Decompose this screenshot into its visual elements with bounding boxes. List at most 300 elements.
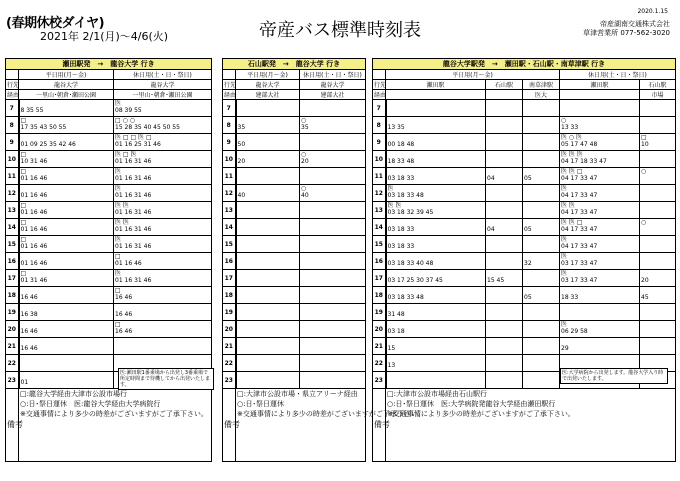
- hour-label: 7: [373, 100, 386, 117]
- weekday-cell: [19, 185, 114, 202]
- weekday-seta-cell: [386, 185, 486, 202]
- departure-minutes: 16 46: [20, 294, 38, 301]
- route-symbols: [388, 372, 485, 379]
- blank-corner: [373, 70, 386, 80]
- holiday-dest-ishiyama: 石山駅: [640, 80, 676, 90]
- route-title: 瀬田駅発 → 龍谷大学 行き: [6, 59, 212, 70]
- hour-label: 18: [373, 287, 386, 304]
- route-symbols: [561, 287, 638, 294]
- route-symbols: [388, 134, 485, 141]
- hour-row: [373, 338, 676, 355]
- weekday-ishiyama-cell: [486, 338, 523, 355]
- remarks-label: 備考: [6, 389, 19, 462]
- weekday-cell: [236, 321, 300, 338]
- hour-label: 23: [6, 372, 19, 389]
- weekday-ishiyama-cell: [486, 236, 523, 253]
- weekday-ishiyama-cell: [486, 321, 523, 338]
- route-symbols: □: [20, 219, 27, 226]
- departure-minutes: 01 16 31 46: [115, 226, 152, 233]
- hour-label: 16: [6, 253, 19, 270]
- route-symbols: [21, 304, 113, 311]
- holiday-seta-cell: [560, 287, 640, 304]
- route-symbols: [301, 338, 364, 345]
- holiday-cell: [114, 270, 212, 287]
- hour-row: [6, 236, 212, 253]
- holiday-ishiyama-cell: [640, 185, 676, 202]
- hour-row: [223, 321, 366, 338]
- remark-line: ※交通事情により多少の時差がございますがご了承下さい。: [20, 410, 208, 418]
- company-info: [583, 20, 670, 38]
- weekday-cell: [236, 117, 300, 134]
- route-symbols: [561, 355, 638, 362]
- departure-minutes: 01 16 31 46: [115, 192, 152, 199]
- hour-row: [223, 100, 366, 117]
- hour-row: [6, 100, 212, 117]
- route-symbols: ○: [301, 151, 307, 158]
- holiday-ishiyama-cell: [640, 270, 676, 287]
- route-symbols: [524, 168, 558, 175]
- route-symbols: [487, 219, 521, 226]
- hour-label: 19: [223, 304, 236, 321]
- holiday-cell: [300, 134, 366, 151]
- departure-minutes: 04 17 33 47: [561, 226, 598, 233]
- weekday-ishiyama-cell: [486, 100, 523, 117]
- route-symbols: 医 医: [115, 219, 129, 226]
- route-symbols: [301, 270, 364, 277]
- route-symbols: [238, 338, 299, 345]
- holiday-ishiyama-cell: [640, 151, 676, 168]
- weekday-minamikusatsu-cell: [523, 185, 560, 202]
- route-symbols: □ ○ ○: [115, 117, 135, 124]
- hour-label: 15: [6, 236, 19, 253]
- route-symbols: [301, 100, 364, 107]
- hour-label: 18: [6, 287, 19, 304]
- departure-minutes: 03 18 33: [387, 175, 415, 182]
- holiday-seta-cell: [560, 236, 640, 253]
- weekday-ishiyama-cell: [486, 151, 523, 168]
- route-symbols: □: [641, 134, 647, 141]
- route-symbols: [388, 151, 485, 158]
- hour-label: 22: [6, 355, 19, 372]
- departure-minutes: 40: [237, 192, 246, 199]
- route-symbols: [561, 100, 638, 107]
- holiday-dest: 龍谷大学: [114, 80, 212, 90]
- hour-label: 21: [373, 338, 386, 355]
- weekday-cell: [19, 287, 114, 304]
- weekday-minamikusatsu-cell: [523, 304, 560, 321]
- route-symbols: [238, 185, 299, 192]
- hour-label: 13: [6, 202, 19, 219]
- route-symbols: 医 医 □: [561, 168, 583, 175]
- hour-row: [6, 117, 212, 134]
- holiday-ishiyama-cell: [640, 100, 676, 117]
- dest-label: 行先: [373, 80, 386, 90]
- remarks-label: 備考: [223, 389, 236, 462]
- route-symbols: 医: [115, 168, 122, 175]
- route-symbols: [524, 304, 558, 311]
- route-symbols: [487, 168, 521, 175]
- route-symbols: [641, 338, 674, 345]
- route-symbols: [238, 304, 299, 311]
- hour-label: 12: [223, 185, 236, 202]
- hour-row: [223, 219, 366, 236]
- weekday-seta-cell: [386, 100, 486, 117]
- hour-row: [6, 304, 212, 321]
- hour-row: [223, 236, 366, 253]
- weekday-cell: [236, 355, 300, 372]
- departure-minutes: 03 17 33 47: [561, 260, 598, 267]
- holiday-seta-cell: [560, 219, 640, 236]
- departure-minutes: 04: [487, 175, 495, 182]
- route-symbols: 医: [387, 185, 394, 192]
- hour-label: 18: [223, 287, 236, 304]
- weekday-cell: [19, 355, 114, 372]
- route-symbols: [487, 321, 521, 328]
- weekday-ishiyama-cell: [486, 253, 523, 270]
- route-symbols: [561, 304, 638, 311]
- holiday-cell: [114, 134, 212, 151]
- hour-row: [223, 338, 366, 355]
- route-symbols: 医 医: [561, 202, 575, 209]
- route-symbols: [524, 219, 558, 226]
- departure-minutes: 16 38: [20, 311, 38, 318]
- weekday-seta-cell: [386, 253, 486, 270]
- weekday-minamikusatsu-cell: [523, 168, 560, 185]
- via-label: 経由: [6, 90, 19, 100]
- season-label: (春期休校ダイヤ): [6, 16, 105, 31]
- departure-minutes: 03 18 33: [387, 226, 415, 233]
- hour-row: [373, 185, 676, 202]
- holiday-dest: 龍谷大学: [300, 80, 366, 90]
- period-label: 2021年 2/1(月)～4/6(火): [40, 30, 169, 43]
- route-symbols: [524, 134, 558, 141]
- departure-minutes: 01 16 46: [20, 209, 48, 216]
- hour-label: 14: [373, 219, 386, 236]
- route-symbols: [301, 219, 364, 226]
- route-symbols: [238, 151, 299, 158]
- weekday-cell: [19, 236, 114, 253]
- remarks: [19, 389, 212, 462]
- route-symbols: ○: [641, 168, 647, 175]
- weekday-dest-ishiyama: 石山駅: [486, 80, 523, 90]
- route-symbols: [21, 321, 113, 328]
- departure-minutes: 04 17 33 47: [561, 175, 598, 182]
- hour-row: [6, 134, 212, 151]
- departure-minutes: 03 17 33 47: [561, 277, 598, 284]
- hour-label: 19: [6, 304, 19, 321]
- holiday-cell: [300, 338, 366, 355]
- route-symbols: [21, 100, 113, 107]
- route-symbols: [388, 253, 485, 260]
- holiday-ishiyama-cell: [640, 202, 676, 219]
- route-symbols: [641, 253, 674, 260]
- weekday-label: 平日用(月～金): [19, 70, 114, 80]
- holiday-via-seta: [560, 90, 640, 100]
- departure-minutes: 31 48: [387, 311, 405, 318]
- holiday-cell: [114, 117, 212, 134]
- departure-minutes: 20: [301, 158, 309, 165]
- hour-row: [6, 287, 212, 304]
- route-symbols: [21, 338, 113, 345]
- hour-label: 13: [223, 202, 236, 219]
- weekday-ishiyama-cell: [486, 304, 523, 321]
- weekday-via-minamikusatsu: 医大: [523, 90, 560, 100]
- weekday-ishiyama-cell: [486, 355, 523, 372]
- weekday-cell: [19, 100, 114, 117]
- hour-row: [373, 253, 676, 270]
- hour-row: [223, 117, 366, 134]
- departure-minutes: 01 31 46: [20, 277, 48, 284]
- holiday-seta-cell: [560, 117, 640, 134]
- route-symbols: 医: [115, 270, 122, 277]
- weekday-cell: [19, 338, 114, 355]
- weekday-cell: [236, 168, 300, 185]
- departure-minutes: 01 16 31 46: [115, 209, 152, 216]
- route-symbols: [524, 287, 558, 294]
- weekday-seta-cell: [386, 134, 486, 151]
- hour-label: 21: [6, 338, 19, 355]
- route-symbols: [487, 117, 521, 124]
- weekday-via: 一里山･朝倉･瀬田公園: [19, 90, 114, 100]
- route-symbols: □: [20, 202, 27, 209]
- timetable-ryukoku-panel: [372, 58, 676, 462]
- route-symbols: [21, 185, 113, 192]
- weekday-label: 平日用(月～金): [236, 70, 300, 80]
- holiday-cell: [300, 253, 366, 270]
- weekday-ishiyama-cell: [486, 372, 523, 389]
- holiday-cell: [300, 321, 366, 338]
- route-symbols: [238, 117, 299, 124]
- route-symbols: [301, 287, 364, 294]
- hour-label: 16: [223, 253, 236, 270]
- departure-minutes: 00 18 48: [387, 141, 415, 148]
- holiday-ishiyama-cell: [640, 219, 676, 236]
- remark-line: □:大津市公設市場・県立アリーナ経由: [237, 390, 358, 398]
- route-symbols: [487, 100, 521, 107]
- route-symbols: [301, 372, 364, 379]
- weekday-cell: [236, 338, 300, 355]
- weekday-ishiyama-cell: [486, 202, 523, 219]
- route-symbols: [524, 236, 558, 243]
- departure-minutes: 15 28 35 40 45 50 55: [115, 124, 180, 131]
- route-symbols: [388, 338, 485, 345]
- dest-label: 行先: [6, 80, 19, 90]
- route-symbols: ○: [301, 185, 307, 192]
- departure-minutes: 01 16 46: [20, 175, 48, 182]
- holiday-seta-cell: [560, 338, 640, 355]
- weekday-cell: [236, 236, 300, 253]
- route-symbols: [238, 219, 299, 226]
- holiday-seta-cell: [560, 304, 640, 321]
- holiday-cell: [300, 304, 366, 321]
- hour-row: [223, 304, 366, 321]
- route-symbols: [487, 202, 521, 209]
- hour-row: [6, 151, 212, 168]
- hour-label: 22: [373, 355, 386, 372]
- departure-minutes: 35: [237, 124, 246, 131]
- hour-row: [223, 355, 366, 372]
- route-symbols: [524, 185, 558, 192]
- weekday-via: 建部大社: [236, 90, 300, 100]
- weekday-seta-cell: [386, 355, 486, 372]
- route-symbols: [487, 134, 521, 141]
- route-symbols: [524, 372, 558, 379]
- departure-minutes: 01 16 46: [20, 243, 48, 250]
- weekday-cell: [19, 372, 114, 389]
- hour-label: 10: [6, 151, 19, 168]
- weekday-cell: [236, 253, 300, 270]
- hour-row: [223, 253, 366, 270]
- weekday-seta-cell: [386, 338, 486, 355]
- hour-label: 12: [6, 185, 19, 202]
- route-symbols: [641, 270, 674, 277]
- holiday-cell: [300, 100, 366, 117]
- departure-minutes: 16 46: [115, 294, 133, 301]
- holiday-label: 休日用(土・日・祭日): [300, 70, 366, 80]
- departure-minutes: 04 17 18 33 47: [561, 158, 607, 165]
- route-symbols: [641, 100, 674, 107]
- hour-row: [6, 338, 212, 355]
- route-symbols: 医: [561, 270, 568, 277]
- route-symbols: [238, 202, 299, 209]
- hour-label: 9: [6, 134, 19, 151]
- route-symbols: [301, 168, 364, 175]
- route-symbols: [524, 355, 558, 362]
- holiday-seta-cell: [560, 253, 640, 270]
- departure-minutes: 40: [301, 192, 309, 199]
- hour-label: 11: [6, 168, 19, 185]
- dest-label: 行先: [223, 80, 236, 90]
- weekday-ishiyama-cell: [486, 287, 523, 304]
- weekday-minamikusatsu-cell: [523, 202, 560, 219]
- route-symbols: [487, 236, 521, 243]
- holiday-seta-cell: [560, 168, 640, 185]
- route-symbols: [641, 202, 674, 209]
- weekday-minamikusatsu-cell: [523, 100, 560, 117]
- weekday-seta-cell: [386, 236, 486, 253]
- hour-label: 9: [373, 134, 386, 151]
- route-symbols: □: [20, 236, 27, 243]
- note-box: 医:大学病院から出発します。龍谷大学入り時で出発いたします。: [560, 368, 668, 384]
- weekday-via-ishiyama: [486, 90, 523, 100]
- weekday-cell: [19, 304, 114, 321]
- route-symbols: [641, 185, 674, 192]
- departure-minutes: 06 29 58: [561, 328, 588, 335]
- weekday-seta-cell: [386, 270, 486, 287]
- hour-row: [373, 321, 676, 338]
- route-symbols: 医 ○ 医: [561, 134, 583, 141]
- route-symbols: [641, 355, 674, 362]
- route-symbols: [21, 134, 113, 141]
- route-symbols: [524, 270, 558, 277]
- route-symbols: [641, 304, 674, 311]
- route-symbols: [388, 219, 485, 226]
- remark-line: ○:日･祭日運休: [237, 400, 284, 408]
- weekday-cell: [236, 219, 300, 236]
- hour-label: 16: [373, 253, 386, 270]
- departure-minutes: 13 35: [387, 124, 405, 131]
- route-symbols: 医: [115, 185, 122, 192]
- holiday-cell: [114, 100, 212, 117]
- weekday-dest: 龍谷大学: [19, 80, 114, 90]
- weekday-cell: [236, 134, 300, 151]
- holiday-seta-cell: [560, 321, 640, 338]
- weekday-seta-cell: [386, 168, 486, 185]
- departure-minutes: 03 18 33: [387, 243, 415, 250]
- route-symbols: [487, 338, 521, 345]
- hour-label: 14: [6, 219, 19, 236]
- holiday-cell: [300, 355, 366, 372]
- holiday-label: 休日用(土・日・祭日): [114, 70, 212, 80]
- departure-minutes: 03 18 33 48: [387, 192, 424, 199]
- weekday-seta-cell: [386, 304, 486, 321]
- weekday-minamikusatsu-cell: [523, 151, 560, 168]
- holiday-dest-seta: 瀬田駅: [560, 80, 640, 90]
- holiday-cell: [300, 270, 366, 287]
- hour-row: [373, 202, 676, 219]
- departure-minutes: 05: [524, 294, 532, 301]
- route-symbols: [238, 287, 299, 294]
- via-label: 経由: [373, 90, 386, 100]
- departure-minutes: 16 46: [20, 345, 38, 352]
- route-symbols: [238, 355, 299, 362]
- route-symbols: [487, 372, 521, 379]
- remark-line: ※交通事情により多少の時差がございますがご了承下さい。: [237, 410, 425, 418]
- weekday-minamikusatsu-cell: [523, 338, 560, 355]
- departure-minutes: 10 31 46: [20, 158, 48, 165]
- route-symbols: [524, 253, 558, 260]
- weekday-ishiyama-cell: [486, 185, 523, 202]
- weekday-dest: 龍谷大学: [236, 80, 300, 90]
- route-symbols: 医: [115, 100, 122, 107]
- route-symbols: [301, 253, 364, 260]
- route-symbols: [301, 321, 364, 328]
- route-symbols: [115, 355, 210, 362]
- route-symbols: [641, 117, 674, 124]
- hour-label: 17: [6, 270, 19, 287]
- route-symbols: [238, 372, 299, 379]
- weekday-minamikusatsu-cell: [523, 253, 560, 270]
- departure-minutes: 20: [237, 158, 246, 165]
- route-symbols: [641, 287, 674, 294]
- hour-row: [373, 117, 676, 134]
- route-symbols: [524, 151, 558, 158]
- route-symbols: [238, 168, 299, 175]
- hour-row: [6, 202, 212, 219]
- route-symbols: 医 □ □ 医 □: [115, 134, 152, 141]
- weekday-seta-cell: [386, 151, 486, 168]
- hour-label: 14: [223, 219, 236, 236]
- departure-minutes: 01 16 25 31 46: [115, 141, 161, 148]
- hour-label: 20: [6, 321, 19, 338]
- weekday-minamikusatsu-cell: [523, 219, 560, 236]
- route-symbols: [388, 355, 485, 362]
- hour-label: 11: [223, 168, 236, 185]
- weekday-cell: [236, 151, 300, 168]
- route-symbols: □: [115, 287, 121, 294]
- hour-row: [6, 185, 212, 202]
- departure-minutes: 13: [387, 362, 396, 369]
- route-symbols: [238, 253, 299, 260]
- holiday-ishiyama-cell: [640, 117, 676, 134]
- hour-label: 10: [373, 151, 386, 168]
- hour-row: [223, 202, 366, 219]
- weekday-minamikusatsu-cell: [523, 372, 560, 389]
- weekday-cell: [236, 372, 300, 389]
- holiday-cell: [300, 372, 366, 389]
- departure-minutes: 35: [301, 124, 309, 131]
- hour-row: [373, 287, 676, 304]
